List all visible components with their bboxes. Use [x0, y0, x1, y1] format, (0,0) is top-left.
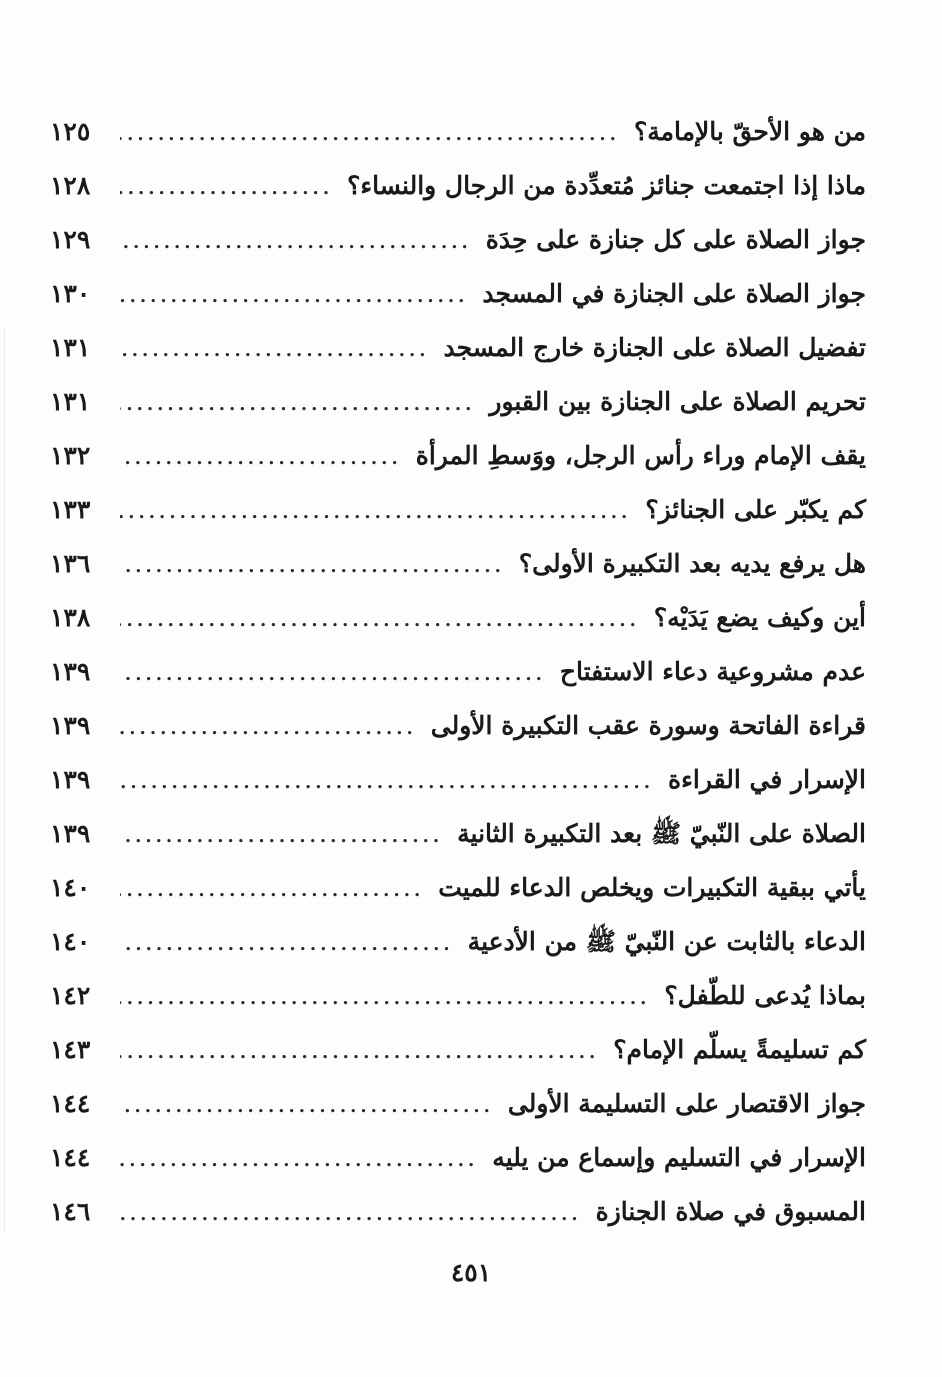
- toc-entry: [50, 429, 866, 483]
- dot-leader: [120, 1026, 599, 1080]
- toc-entry-page-number: ١٣٩: [50, 819, 91, 848]
- dot-leader: [120, 162, 333, 216]
- page-number: ٤٥١: [450, 1258, 492, 1287]
- toc-entry-page-number: ١٢٥: [50, 117, 91, 146]
- toc-entry: [50, 861, 866, 915]
- toc-entry: [50, 483, 866, 537]
- toc-entry-title: الإسرار في التسليم وإسماع من يليه: [492, 1143, 866, 1172]
- toc-entry-title: جواز الصلاة على الجنازة في المسجد: [482, 279, 866, 308]
- toc-entry-page-number: ١٢٩: [50, 225, 91, 254]
- dot-leader: [120, 756, 654, 810]
- toc-entry-page-number: ١٢٨: [50, 171, 91, 200]
- toc-entry: [50, 105, 866, 159]
- dot-leader: [120, 702, 417, 756]
- toc-entry: [50, 1023, 866, 1077]
- toc-entry: [50, 159, 866, 213]
- toc-entry-page-number: ١٣٩: [50, 765, 91, 794]
- dot-leader: [120, 378, 475, 432]
- dot-leader: [120, 1188, 582, 1242]
- toc-entry: [50, 213, 866, 267]
- toc-entry: [50, 537, 866, 591]
- dot-leader: [120, 594, 640, 648]
- dot-leader: [120, 1134, 478, 1188]
- dot-leader: [120, 864, 424, 918]
- toc-entry-title: هل يرفع يديه بعد التكبيرة الأولى؟: [518, 549, 866, 578]
- toc-entry-page-number: ١٤٠: [50, 873, 91, 902]
- table-of-contents: [50, 105, 866, 1239]
- dot-leader: [120, 972, 650, 1026]
- dot-leader: [120, 324, 430, 378]
- dot-leader: [120, 216, 472, 270]
- toc-entry: [50, 807, 866, 861]
- dot-leader: [120, 918, 454, 972]
- toc-entry-title: عدم مشروعية دعاء الاستفتاح: [559, 657, 866, 686]
- dot-leader: [120, 432, 402, 486]
- toc-entry-title: تفضيل الصلاة على الجنازة خارج المسجد: [443, 333, 866, 362]
- toc-entry-title: جواز الاقتصار على التسليمة الأولى: [507, 1089, 866, 1118]
- toc-entry-title: جواز الصلاة على كل جنازة على حِدَة: [485, 225, 866, 254]
- dot-leader: [120, 540, 505, 594]
- toc-entry: [50, 753, 866, 807]
- toc-entry: [50, 645, 866, 699]
- dot-leader: [120, 108, 620, 162]
- toc-entry-title: المسبوق في صلاة الجنازة: [595, 1197, 866, 1226]
- dot-leader: [120, 648, 546, 702]
- toc-entry: [50, 1131, 866, 1185]
- toc-entry: [50, 321, 866, 375]
- toc-entry-title: ماذا إذا اجتمعت جنائز مُتعدِّدة من الرجال والنساء؟: [347, 171, 866, 200]
- dot-leader: [120, 1080, 494, 1134]
- toc-entry: [50, 699, 866, 753]
- toc-entry: [50, 267, 866, 321]
- toc-entry-page-number: ١٤٤: [50, 1143, 91, 1172]
- dot-leader: [120, 270, 468, 324]
- toc-entry-title: تحريم الصلاة على الجنازة بين القبور: [489, 387, 866, 416]
- toc-entry-page-number: ١٤٢: [50, 981, 91, 1010]
- toc-entry-page-number: ١٤٣: [50, 1035, 91, 1064]
- toc-entry: [50, 591, 866, 645]
- toc-entry-title: من هو الأحقّ بالإمامة؟: [633, 117, 866, 146]
- toc-entry-title: يقف الإمام وراء رأس الرجل، ووَسطِ المرأة: [415, 441, 866, 470]
- toc-entry-page-number: ١٤٠: [50, 927, 91, 956]
- toc-entry-page-number: ١٣٩: [50, 657, 91, 686]
- toc-entry: [50, 915, 866, 969]
- toc-entry-page-number: ١٣٢: [50, 441, 91, 470]
- dot-leader: [120, 486, 631, 540]
- toc-entry: [50, 375, 866, 429]
- toc-entry-title: يأتي ببقية التكبيرات ويخلص الدعاء للميت: [438, 873, 866, 902]
- toc-entry-page-number: ١٤٦: [50, 1197, 91, 1226]
- toc-entry: [50, 969, 866, 1023]
- toc-entry-page-number: ١٣١: [50, 333, 91, 362]
- toc-entry-page-number: ١٣٣: [50, 495, 91, 524]
- toc-entry-page-number: ١٣٠: [50, 279, 91, 308]
- toc-entry: [50, 1077, 866, 1131]
- toc-entry-title: قراءة الفاتحة وسورة عقب التكبيرة الأولى: [430, 711, 866, 740]
- toc-entry-title: كم تسليمةً يسلّم الإمام؟: [613, 1035, 866, 1064]
- toc-entry: [50, 1185, 866, 1239]
- page-edge-shadow: [4, 330, 5, 1230]
- toc-entry-page-number: ١٣٩: [50, 711, 91, 740]
- toc-entry-title: كم يكبّر على الجنائز؟: [645, 495, 866, 524]
- toc-entry-title: الإسرار في القراءة: [668, 765, 866, 794]
- toc-entry-page-number: ١٣٦: [50, 549, 91, 578]
- toc-entry-page-number: ١٣٨: [50, 603, 91, 632]
- toc-entry-title: بماذا يُدعى للطّفل؟: [664, 981, 866, 1010]
- toc-entry-title: الدعاء بالثابت عن النّبيّ ﷺ من الأدعية: [467, 927, 866, 956]
- toc-entry-title: أين وكيف يضع يَدَيْه؟: [653, 603, 866, 632]
- toc-entry-title: الصلاة على النّبيّ ﷺ بعد التكبيرة الثانية: [457, 819, 866, 848]
- toc-entry-page-number: ١٤٤: [50, 1089, 91, 1118]
- toc-entry-page-number: ١٣١: [50, 387, 91, 416]
- dot-leader: [120, 810, 443, 864]
